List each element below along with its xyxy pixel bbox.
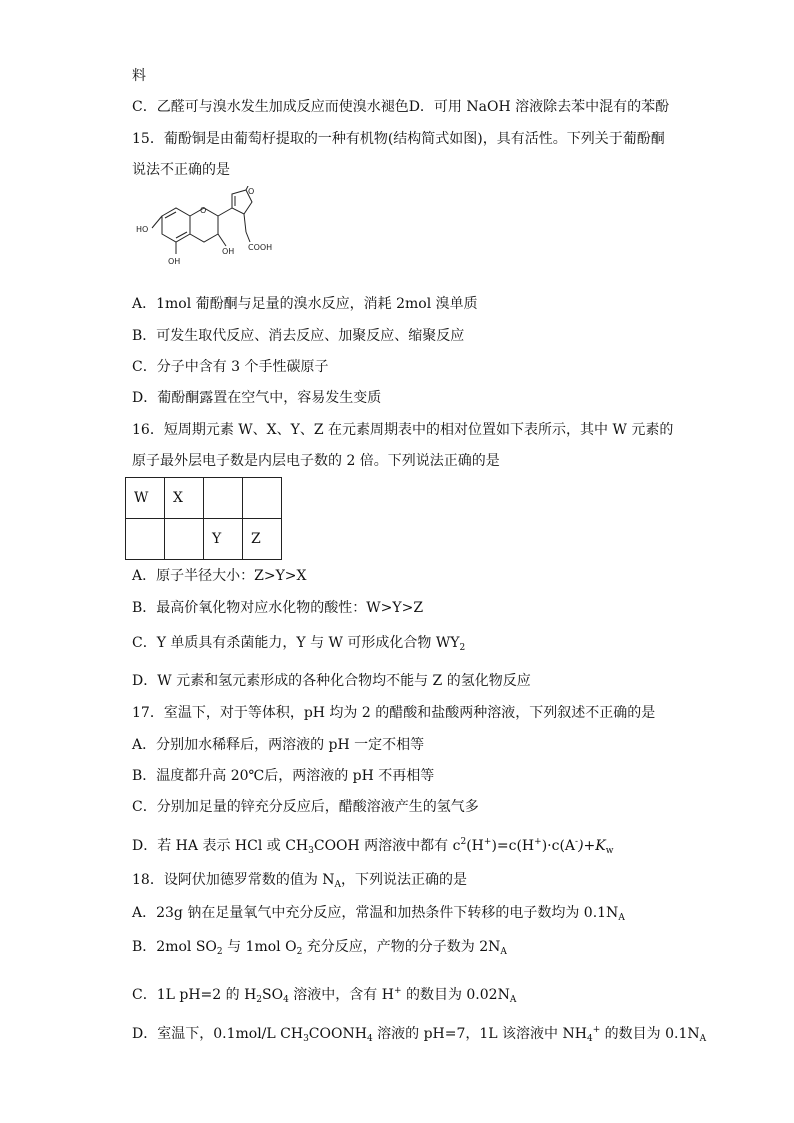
option-b: B．最高价氧化物对应水化物的酸性：W>Y>Z <box>132 600 424 616</box>
ketone-oxygen-label: O <box>248 187 255 196</box>
text-line: C．乙醛可与溴水发生加成反应而使溴水褪色D．可用 NaOH 溶液除去苯中混有的苯酚 <box>132 99 670 115</box>
option-c: C．1L pH=2 的 $H_2SO_4$ 溶液中，含有 H+ 的数目为 $0.02N_A$ <box>132 986 517 1005</box>
table-cell <box>243 478 282 519</box>
option-a: A．分别加水稀释后，两溶液的 pH 一定不相等 <box>132 737 425 753</box>
question-15-stem: 15．葡酚铜是由葡萄杍提取的一种有机物(结构简式如图)，具有活性。下列关于葡酚酮 <box>132 131 665 147</box>
option-c: C．分别加足量的锌充分反应后，醋酸溶液产生的氢气多 <box>132 799 479 815</box>
table-cell <box>126 519 165 560</box>
text-line: 料 <box>132 68 146 84</box>
ho-label: HO <box>136 225 149 234</box>
option-c: C．Y 单质具有杀菌能力，Y 与 W 可形成化合物 $WY_2$ <box>132 635 466 653</box>
table-cell <box>165 519 204 560</box>
option-d: D．若 HA 表示 HCl 或 $CH_3COOH$ 两溶液中都有 $c^2(H^+)=c(H^+)\cdot c(A^-)+K_w$ <box>132 837 614 856</box>
structure-diagram <box>132 186 282 278</box>
option-a: A．原子半径大小：Z>Y>X <box>132 568 307 584</box>
option-b: B．2mol $SO_2$ 与 1mol $O_2$ 充分反应，产物的分子数为 $2N_A$ <box>132 939 507 957</box>
option-d: D．葡酚酮露置在空气中，容易发生变质 <box>132 390 382 406</box>
option-d: D．室温下，0.1mol/L $CH_3COONH_4$ 溶液的 pH=7，1L 该溶液中 $NH_4^+$ 的数目为 $0.1N_A$ <box>132 1025 707 1044</box>
table-cell: W <box>126 478 165 519</box>
table-cell: X <box>165 478 204 519</box>
option-b: B．可发生取代反应、消去反应、加聚反应、缩聚反应 <box>132 328 465 344</box>
option-a: A．23g 钠在足量氧气中充分反应，常温和加热条件下转移的电子数均为 $0.1N_A$ <box>132 905 625 923</box>
ring-oxygen-label: O <box>200 206 207 215</box>
question-16-stem: 16．短周期元素 W、X、Y、Z 在元素周期表中的相对位置如下表所示，其中 W 元素的 <box>132 422 674 438</box>
table-cell: Z <box>243 519 282 560</box>
oh-label: OH <box>222 247 235 256</box>
option-b: B．温度都升高 20℃后，两溶液的 pH 不再相等 <box>132 768 435 784</box>
table-cell <box>204 478 243 519</box>
table-cell: Y <box>204 519 243 560</box>
option-a: A．1mol 葡酚酮与足量的溴水反应，消耗 2mol 溴单质 <box>132 296 478 312</box>
question-17-stem: 17．室温下，对于等体积，pH 均为 2 的醋酸和盐酸两种溶液，下列叙述不正确的是 <box>132 705 656 721</box>
cooh-label: COOH <box>248 243 273 252</box>
option-c: C．分子中含有 3 个手性碳原子 <box>132 359 329 375</box>
oh-label: OH <box>168 257 181 266</box>
question-16-stem-cont: 原子最外层电子数是内层电子数的 2 倍。下列说法正确的是 <box>132 453 500 469</box>
question-15-stem-cont: 说法不正确的是 <box>132 162 230 178</box>
question-18-stem: 18．设阿伏加德罗常数的值为 $N_A$，下列说法正确的是 <box>132 872 468 890</box>
option-d: D．W 元素和氢元素形成的各种化合物均不能与 Z 的氢化物反应 <box>132 673 531 689</box>
periodic-position-table <box>125 477 282 560</box>
